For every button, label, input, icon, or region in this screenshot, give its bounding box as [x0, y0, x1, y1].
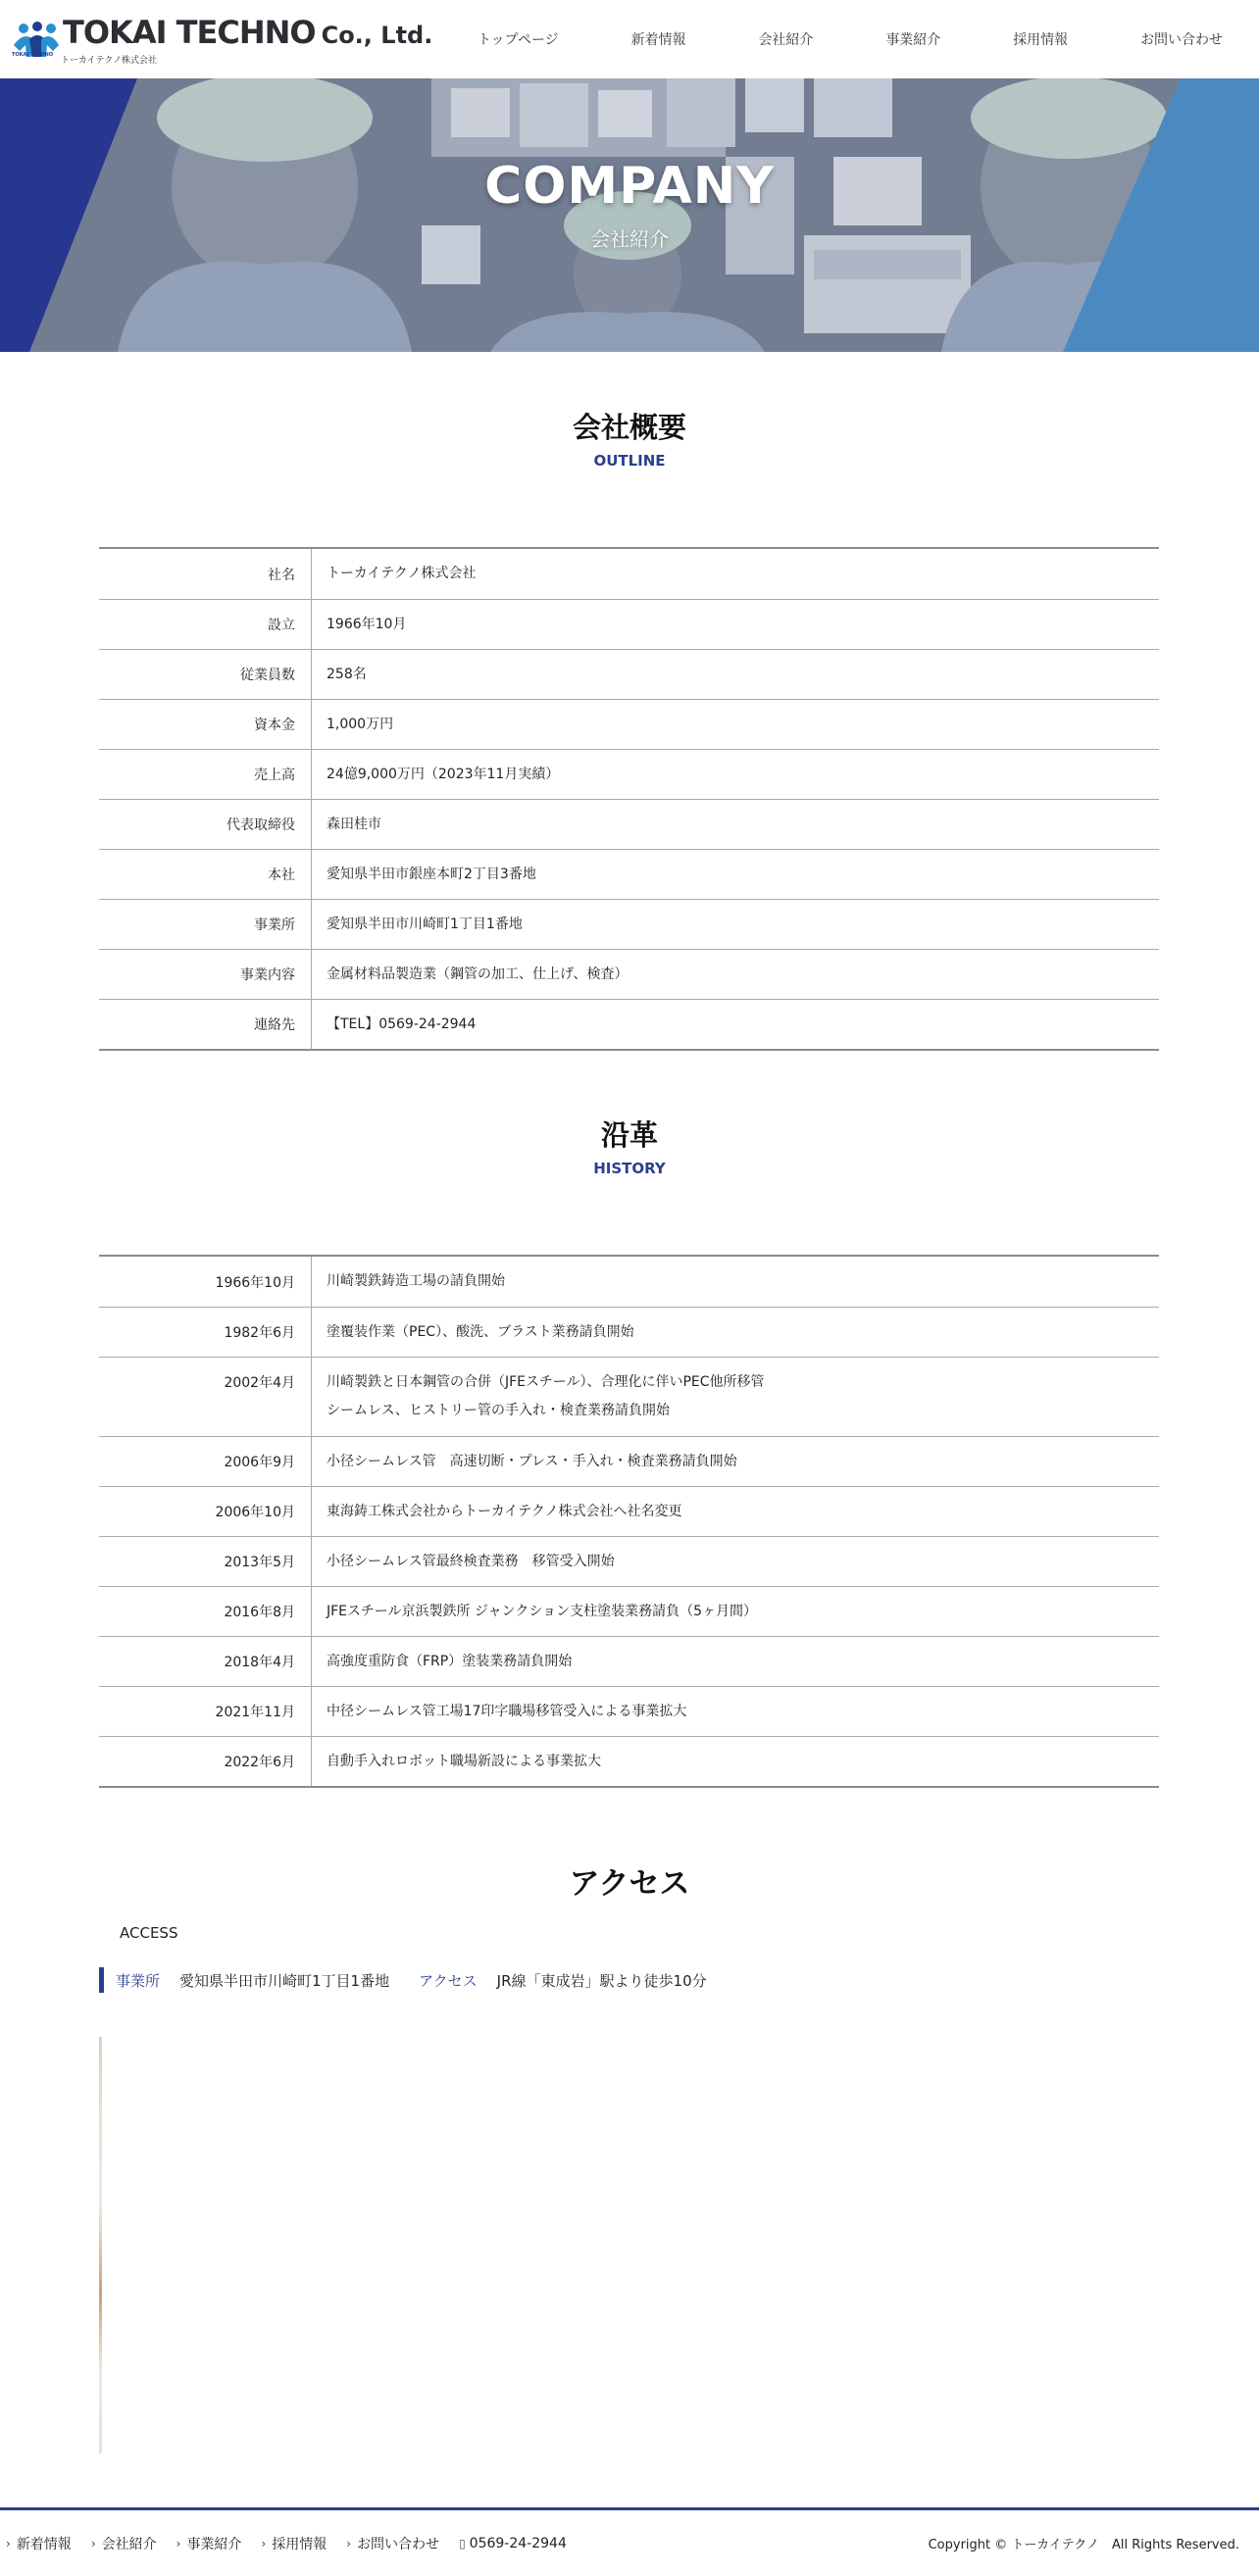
outline-table — [99, 547, 1159, 1051]
history-event: 中径シームレス管工場17印字職場移管受入による事業拡大 — [327, 1703, 687, 1719]
history-date: 1982年6月 — [99, 1308, 312, 1357]
nav-link-top[interactable]: トップページ — [477, 32, 559, 48]
history-date: 2022年6月 — [99, 1737, 312, 1786]
history-event-cell — [312, 1308, 1159, 1357]
history-event: 高強度重防食（FRP）塗装業務請負開始 — [327, 1653, 573, 1669]
row-value-cell — [312, 600, 1159, 649]
table-row — [99, 1536, 1159, 1586]
chevron-right-icon: › — [176, 2536, 181, 2551]
history-heading — [0, 1114, 1259, 1177]
global-nav — [441, 0, 1259, 78]
outline-heading — [0, 406, 1259, 470]
row-value: 金属材料品製造業（鋼管の加工、仕上げ、検査） — [327, 966, 629, 982]
nav-item-news — [624, 29, 694, 49]
footer-link-recruit[interactable]: 採用情報 — [272, 2536, 327, 2552]
map-edge-strip — [99, 2037, 102, 2453]
table-row — [99, 1486, 1159, 1536]
history-event: JFEスチール京浜製鉄所 ジャンクション支柱塗装業務請負（5ヶ月間） — [327, 1603, 757, 1619]
logo-main-text: TOKAI TECHNO — [63, 14, 316, 51]
history-table — [99, 1255, 1159, 1788]
hero-banner — [0, 78, 1259, 352]
logo-subtitle: トーカイテクノ株式会社 — [61, 56, 158, 66]
footer-link-company[interactable]: 会社紹介 — [101, 2536, 157, 2552]
footer-nav-item[interactable] — [346, 2534, 439, 2553]
access-label: アクセス — [419, 1971, 478, 1990]
footer-link-news[interactable]: 新着情報 — [16, 2536, 72, 2552]
copyright: Copyright © トーカイテクノ All Rights Reserved. — [928, 2538, 1239, 2552]
history-date: 2021年11月 — [99, 1687, 312, 1736]
footer-nav-item[interactable] — [261, 2534, 327, 2553]
row-value-cell — [312, 700, 1159, 749]
nav-item-company — [750, 29, 821, 49]
table-row — [99, 649, 1159, 699]
chevron-right-icon: › — [261, 2536, 267, 2551]
nav-item-recruit — [1005, 29, 1076, 49]
footer-phone-number[interactable]: 0569-24-2944 — [469, 2535, 567, 2551]
table-row — [99, 1736, 1159, 1786]
row-label: 本社 — [99, 850, 312, 899]
office-label: 事業所 — [116, 1971, 161, 1990]
nav-link-business[interactable]: 事業紹介 — [885, 32, 941, 48]
history-date: 2013年5月 — [99, 1537, 312, 1586]
site-header — [0, 0, 1259, 78]
history-event-cell — [312, 1257, 1159, 1307]
history-event: シームレス、ヒストリー管の手入れ・検査業務請負開始 — [327, 1403, 670, 1418]
history-date: 2016年8月 — [99, 1587, 312, 1636]
history-event: 小径シームレス管 高速切断・プレス・手入れ・検査業務請負開始 — [327, 1453, 737, 1469]
row-value-cell — [312, 1000, 1159, 1049]
chevron-right-icon: › — [346, 2536, 352, 2551]
history-event-cell — [312, 1587, 1159, 1636]
table-row — [99, 549, 1159, 599]
table-row — [99, 1307, 1159, 1357]
nav-item-top — [470, 29, 567, 49]
chevron-right-icon: › — [90, 2536, 96, 2551]
history-event-cell — [312, 1358, 1159, 1436]
hero-title: COMPANY — [484, 157, 775, 216]
row-value: 1966年10月 — [327, 616, 407, 632]
row-label: 資本金 — [99, 700, 312, 749]
table-row — [99, 699, 1159, 749]
table-row — [99, 849, 1159, 899]
history-event-cell — [312, 1437, 1159, 1486]
table-row — [99, 1686, 1159, 1736]
footer-nav-item[interactable] — [91, 2534, 157, 2553]
history-date: 2002年4月 — [99, 1358, 312, 1436]
history-heading-ja: 沿革 — [600, 1118, 658, 1152]
history-event: 自動手入れロボット職場新設による事業拡大 — [327, 1753, 601, 1769]
table-row — [99, 1636, 1159, 1686]
row-label: 売上高 — [99, 750, 312, 799]
footer-nav — [6, 2510, 586, 2576]
history-event-cell — [312, 1637, 1159, 1686]
row-label: 連絡先 — [99, 1000, 312, 1049]
row-label: 社名 — [99, 549, 312, 599]
history-date: 2006年10月 — [99, 1487, 312, 1536]
footer-link-business[interactable]: 事業紹介 — [186, 2536, 242, 2552]
table-row — [99, 1257, 1159, 1307]
row-value-cell — [312, 800, 1159, 849]
row-value: 愛知県半田市川崎町1丁目1番地 — [327, 916, 523, 932]
logo-co-text: Co., Ltd. — [321, 22, 433, 49]
hero-subtitle: 会社紹介 — [590, 227, 669, 251]
table-row — [99, 749, 1159, 799]
table-row — [99, 999, 1159, 1049]
row-value: 24億9,000万円（2023年11月実績） — [327, 766, 560, 782]
history-event: 川崎製鉄と日本鋼管の合併（JFEスチール）、合理化に伴いPEC他所移管 — [327, 1374, 765, 1390]
nav-link-news[interactable]: 新着情報 — [630, 32, 686, 48]
table-row — [99, 949, 1159, 999]
nav-item-contact — [1133, 29, 1231, 49]
row-label: 設立 — [99, 600, 312, 649]
history-event: 小径シームレス管最終検査業務 移管受入開始 — [327, 1553, 615, 1569]
logo-wordmark — [63, 14, 432, 51]
row-value: 258名 — [327, 666, 367, 682]
access-map[interactable] — [99, 2037, 1159, 2453]
access-heading: アクセス — [569, 1866, 690, 1902]
history-event-cell — [312, 1737, 1159, 1786]
outline-heading-ja: 会社概要 — [572, 411, 686, 444]
access-directions: JR線「東成岩」駅より徒歩10分 — [496, 1971, 707, 1990]
table-row — [99, 1436, 1159, 1486]
table-row — [99, 899, 1159, 949]
row-value: トーカイテクノ株式会社 — [327, 566, 477, 581]
nav-link-company[interactable]: 会社紹介 — [758, 32, 814, 48]
access-info-bar — [99, 1967, 736, 1993]
row-value-cell — [312, 549, 1159, 599]
row-value: 【TEL】0569-24-2944 — [327, 1016, 477, 1032]
row-value-cell — [312, 850, 1159, 899]
row-value-cell — [312, 750, 1159, 799]
row-label: 事業所 — [99, 900, 312, 949]
office-address: 愛知県半田市川崎町1丁目1番地 — [179, 1971, 390, 1990]
row-label: 従業員数 — [99, 650, 312, 699]
logo-tiny-text: TOKAI TECHNO — [12, 52, 54, 58]
chevron-right-icon: › — [6, 2536, 11, 2551]
phone-icon: ▯ — [459, 2536, 466, 2551]
history-event: 東海鋳工株式会社からトーカイテクノ株式会社へ社名変更 — [327, 1503, 682, 1519]
history-date: 1966年10月 — [99, 1257, 312, 1307]
nav-link-contact[interactable]: お問い合わせ — [1140, 32, 1224, 48]
history-event: 川崎製鉄鋳造工場の請負開始 — [327, 1273, 505, 1289]
footer-nav-item[interactable] — [176, 2534, 242, 2553]
row-value: 愛知県半田市銀座本町2丁目3番地 — [327, 866, 536, 882]
nav-link-recruit[interactable]: 採用情報 — [1013, 32, 1069, 48]
history-date: 2006年9月 — [99, 1437, 312, 1486]
history-event-cell — [312, 1687, 1159, 1736]
history-event-cell — [312, 1487, 1159, 1536]
row-label: 代表取締役 — [99, 800, 312, 849]
history-event-cell — [312, 1537, 1159, 1586]
table-row — [99, 599, 1159, 649]
footer-link-contact[interactable]: お問い合わせ — [357, 2536, 440, 2552]
history-heading-en: HISTORY — [593, 1160, 666, 1177]
footer-nav-item[interactable] — [6, 2534, 72, 2553]
access-heading-en: ACCESS — [120, 1924, 178, 1942]
history-event: 塗覆装作業（PEC）、酸洗、ブラスト業務請負開始 — [327, 1323, 634, 1340]
row-value-cell — [312, 650, 1159, 699]
footer-phone[interactable] — [459, 2536, 567, 2551]
table-row — [99, 1586, 1159, 1636]
site-logo[interactable] — [12, 14, 433, 69]
row-label: 事業内容 — [99, 950, 312, 999]
table-row — [99, 799, 1159, 849]
row-value: 森田桂市 — [327, 816, 381, 832]
site-footer — [0, 2507, 1259, 2573]
row-value-cell — [312, 900, 1159, 949]
row-value-cell — [312, 950, 1159, 999]
nav-item-business — [878, 29, 948, 49]
history-date: 2018年4月 — [99, 1637, 312, 1686]
outline-heading-en: OUTLINE — [593, 452, 666, 470]
table-row — [99, 1357, 1159, 1436]
row-value: 1,000万円 — [327, 716, 394, 732]
